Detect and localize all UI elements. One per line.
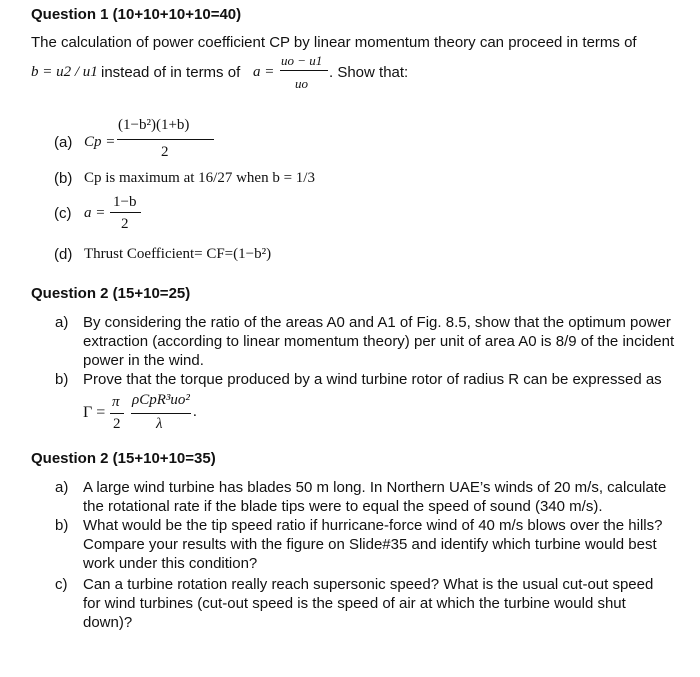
q1-part-d-text: Thrust Coefficient= CF=(1−b²) bbox=[84, 246, 272, 262]
q3-c-line1: Can a turbine rotation really reach supersonic speed? What is the usual cut-out speed bbox=[83, 576, 654, 593]
q1-part-a-lhs: Cp = bbox=[84, 134, 116, 150]
q1-a-lhs: a = bbox=[253, 64, 275, 80]
q1-instead-text: instead of in terms of bbox=[101, 64, 241, 81]
q1-part-c-numerator: 1−b bbox=[113, 194, 137, 210]
q3-a-label: a) bbox=[55, 479, 69, 496]
q1-part-a-fraction-bar bbox=[117, 139, 214, 140]
q3-heading: Question 2 (15+10+10=35) bbox=[31, 450, 216, 467]
q3-b-label: b) bbox=[55, 517, 69, 534]
q2-torque-two: 2 bbox=[113, 416, 121, 432]
q2-torque-numerator: ρCpR³uo² bbox=[132, 392, 190, 408]
q1-b-definition: b = u2 / u1 bbox=[31, 64, 98, 80]
q3-c-line2: for wind turbines (cut-out speed is the speed of air at which the turbine would shut bbox=[83, 595, 626, 612]
q2-b-line: Prove that the torque produced by a wind turbine rotor of radius R can be expressed as bbox=[83, 371, 662, 388]
q3-a-line2: the rotational rate if the blade tips were to equal the speed of sound (340 m/s). bbox=[83, 498, 603, 515]
q3-b-line1: What would be the tip speed ratio if hurricane-force wind of 40 m/s blows over the hills? bbox=[83, 517, 663, 534]
q1-part-c-label: (c) bbox=[54, 205, 72, 222]
q3-a-line1: A large wind turbine has blades 50 m long. In Northern UAE’s winds of 20 m/s, calculate bbox=[83, 479, 667, 496]
q1-intro-line1: The calculation of power coefficient CP by linear momentum theory can proceed in terms of bbox=[31, 34, 637, 51]
q1-part-a-label: (a) bbox=[54, 134, 73, 151]
q2-a-line2: extraction (according to linear momentum theory) per unit of area A0 is 8/9 of the incident bbox=[83, 333, 675, 350]
q1-part-a-denominator: 2 bbox=[161, 144, 169, 160]
q2-heading: Question 2 (15+10=25) bbox=[31, 285, 191, 302]
q2-torque-bar-right bbox=[131, 413, 191, 414]
q1-part-b-label: (b) bbox=[54, 170, 73, 187]
q1-heading: Question 1 (10+10+10+10=40) bbox=[31, 6, 242, 23]
q1-a-numerator: uo − u1 bbox=[281, 53, 323, 68]
q2-a-label: a) bbox=[55, 314, 69, 331]
q2-a-line1: By considering the ratio of the areas A0 and A1 of Fig. 8.5, show that the optimum power bbox=[83, 314, 671, 331]
q1-part-c-lhs: a = bbox=[84, 205, 106, 221]
q2-torque-pi: π bbox=[112, 394, 120, 410]
q2-torque-end: . bbox=[193, 404, 197, 420]
q2-a-line3: power in the wind. bbox=[83, 352, 204, 369]
q3-b-line3: work under this condition? bbox=[83, 555, 258, 572]
q2-torque-lambda: λ bbox=[156, 416, 163, 432]
q1-show-that: . Show that: bbox=[329, 64, 409, 81]
q3-c-line3: down)? bbox=[83, 614, 133, 631]
q2-torque-lhs: Γ = bbox=[83, 404, 106, 421]
q1-part-d-label: (d) bbox=[54, 246, 73, 263]
q1-part-c-fraction-bar bbox=[110, 212, 141, 213]
q1-part-c-denominator: 2 bbox=[121, 216, 129, 232]
q1-part-a-numerator: (1−b²)(1+b) bbox=[118, 117, 190, 133]
q2-torque-bar-left bbox=[110, 413, 124, 414]
q1-part-b-text: Cp is maximum at 16/27 when b = 1/3 bbox=[84, 170, 315, 186]
q3-c-label: c) bbox=[55, 576, 68, 593]
q1-a-denominator: uo bbox=[295, 76, 308, 91]
q2-b-label: b) bbox=[55, 371, 69, 388]
q1-a-fraction-bar bbox=[280, 70, 328, 71]
q3-b-line2: Compare your results with the figure on Slide#35 and identify which turbine would best bbox=[83, 536, 657, 553]
